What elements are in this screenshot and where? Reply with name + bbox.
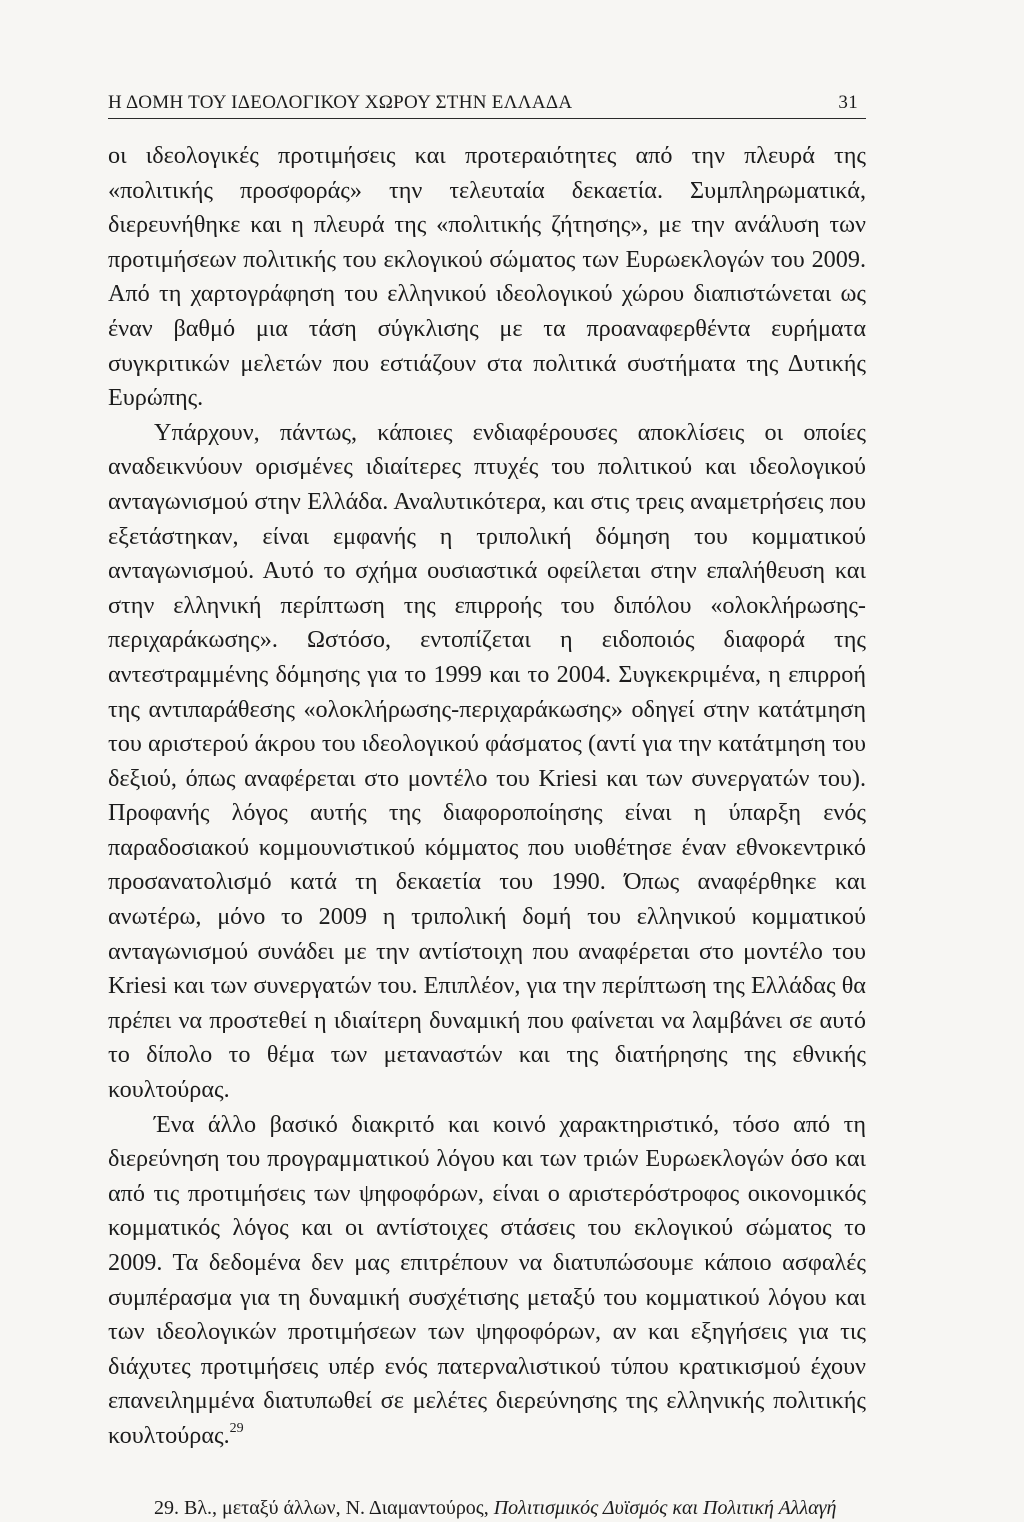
paragraph-3 bbox=[108, 1108, 866, 1454]
running-title: Η ΔΟΜΗ ΤΟΥ ΙΔΕΟΛΟΓΙΚΟΥ ΧΩΡΟΥ ΣΤΗΝ ΕΛΛΑΔΑ bbox=[108, 92, 573, 113]
footnote-text: Βλ., μεταξύ άλλων, Ν. Διαμαντούρος, bbox=[184, 1496, 489, 1519]
footnote-reference[interactable]: 29 bbox=[229, 1420, 244, 1436]
paragraph-3-text: Ένα άλλο βασικό διακριτό και κοινό χαρακτηριστικό, τόσο από τη διερεύνηση του προγραμματικού λόγου και των τριών Ευρωεκλογών όσο και από τις προτιμήσεις των ψηφοφόρων, είναι ο αριστερόστροφος οικονομικός κομματικός λόγος και οι αντίστοιχες στάσεις του εκλογικού σώματος το 2009. Τα δεδομένα δεν μας επιτρέπουν να διατυπώσουμε κάποιο ασφαλές συμπέρασμα για τη δυναμική συσχέτισης μεταξύ του κομματικού λόγου και των ιδεολογικών προτιμήσεων των ψηφοφόρων, αν και εξηγήσεις για τις διάχυτες προτιμήσεις υπέρ ενός πατερναλιστικού τύπου κρατικισμού έχουν επανειλημμένα διατυπωθεί σε μελέτες διερεύνησης της ελληνικής πολιτικής κουλτούρας. bbox=[108, 1110, 866, 1449]
page-number: 31 bbox=[838, 92, 858, 113]
book-page bbox=[108, 92, 866, 1522]
paragraph-1: οι ιδεολογικές προτιμήσεις και προτεραιότητες από την πλευρά της «πολιτικής προσφοράς» την τελευταία δεκαετία. Συμπληρωματικά, διερευνήθηκε και η πλευρά της «πολιτικής ζήτησης», με την ανάλυση των προτιμήσεων πολιτικής του εκλογικού σώματος των Ευρωεκλογών του 2009. Από τη χαρτογράφηση του ελληνικού ιδεολογικού χώρου διαπιστώνεται ως έναν βαθμό μια τάση σύγκλισης με τα προαναφερθέντα ευρήματα συγκριτικών μελετών που εστιάζουν στα πολιτικά συστήματα της Δυτικής Ευρώπης. bbox=[108, 142, 866, 412]
footnote-number: 29. bbox=[154, 1496, 179, 1519]
running-head bbox=[108, 92, 866, 119]
paragraph-2: Υπάρχουν, πάντως, κάποιες ενδιαφέρουσες αποκλίσεις οι οποίες αναδεικνύουν ορισμένες ιδιαίτερες πτυχές του πολιτικού και ιδεολογικού ανταγωνισμού στην Ελλάδα. Αναλυτικότερα, και στις τρεις αναμετρήσεις που εξετάστηκαν, είναι εμφανής η τριπολική δόμηση του κομματικού ανταγωνισμού. Αυτό το σχήμα ουσιαστικά οφείλεται στην επαλήθευση και στην ελληνική περίπτωση της επιρροής του διπόλου «ολοκλήρωσης-περιχαράκωσης». Ωστόσο, εντοπίζεται η ειδοποιός διαφορά της αντεστραμμένης δόμησης για το 1999 και το 2004. Συγκεκριμένα, η επιρροή της αντιπαράθεσης «ολοκλήρωσης-περιχαράκωσης» οδηγεί στην κατάτμηση του αριστερού άκρου του ιδεολογικού φάσματος (αντί για την κατάτμηση του δεξιού, όπως αναφέρεται στο μοντέλο του Kriesi και των συνεργατών του). Προφανής λόγος αυτής της διαφοροποίησης είναι η ύπαρξη ενός παραδοσιακού κομμουνιστικού κόμματος που υιοθέτησε έναν εθνοκεντρικό προσανατολισμό κατά τη δεκαετία του 1990. Όπως αναφέρθηκε και ανωτέρω, μόνο το 2009 η τριπολική δομή του ελληνικού κομματικού ανταγωνισμού συνάδει με την αντίστοιχη που αναφέρεται στο μοντέλο του Kriesi και των συνεργατών του. Επιπλέον, για την περίπτωση της Ελλάδας θα πρέπει να προστεθεί η ιδιαίτερη δυναμική που φαίνεται να λαμβάνει σε αυτό το δίπολο το θέμα των μεταναστών και της διατήρησης της εθνικής κουλτούρας. bbox=[108, 418, 866, 1104]
footnote-title: Πολιτισμικός Δυϊσμός και Πολιτική Αλλαγή bbox=[493, 1496, 837, 1519]
body-text bbox=[108, 139, 866, 1454]
footnote bbox=[108, 1494, 866, 1522]
